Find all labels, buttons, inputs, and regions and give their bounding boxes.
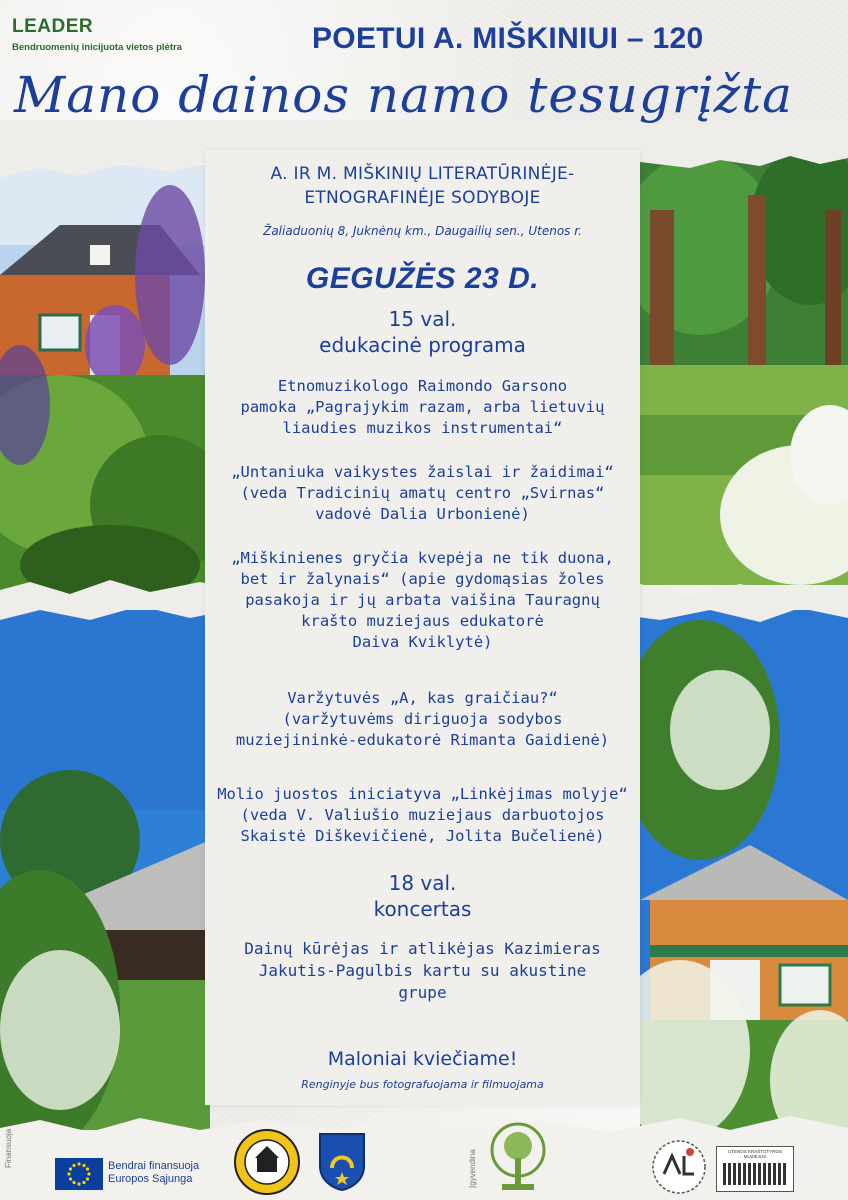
museum-logo-pattern: [723, 1163, 787, 1185]
program-item-line: Varžytuvės „A, kas graičiau?“: [287, 689, 558, 707]
leader-title: LEADER: [12, 16, 94, 37]
program-item-line: Daiva Kviklytė): [352, 633, 493, 651]
program-item-line: „Untaniuka vaikystes žaislai ir žaidimai“: [231, 463, 614, 481]
concert-label: koncertas: [373, 897, 472, 921]
footer-logos: [0, 1120, 848, 1200]
venue-address: Žaliaduonių 8, Juknėnų km., Daugailių sen., Utenos r.: [263, 224, 582, 238]
program-item-line: muziejininkė-edukatorė Rimanta Gaidienė): [235, 731, 610, 749]
museum-circle-logo-icon: [650, 1138, 708, 1196]
eu-line-2: Europos Sąjunga: [108, 1173, 193, 1185]
concert-line: grupe: [398, 983, 447, 1002]
program-item-line: pamoka „Pagrajykim razam, arba lietuvių: [240, 398, 605, 416]
program-item-line: Skaistė Diškevičienė, Jolita Bučelienė): [240, 827, 605, 845]
concert-line: Dainų kūrėjas ir atlikėjas Kazimieras: [244, 939, 601, 958]
program-item-line: „Miškinienes gryčia kvepėja ne tik duona,: [231, 549, 614, 567]
program-item-2: [205, 462, 640, 525]
program-item-line: Molio juostos iniciatyva „Linkėjimas molyje“: [217, 785, 628, 803]
museum-logo-label: UTENOS KRAŠTOTYROS MUZIEJUS: [728, 1149, 782, 1159]
program-label: edukacinė programa: [319, 333, 526, 357]
concert-line: Jakutis-Pagulbis kartu su akustine: [258, 961, 587, 980]
funded-label: Finansuoja: [4, 1128, 13, 1168]
poster-title: POETUI A. MIŠKINIUI – 120: [312, 22, 704, 55]
program-item-line: (veda V. Valiušio muziejaus darbuotojos: [240, 806, 605, 824]
implements-label: Įgyvendina: [468, 1149, 477, 1188]
eu-flag-icon: [55, 1158, 103, 1190]
program-item-line: krašto muziejaus edukatorė: [301, 612, 544, 630]
local-action-group-seal-icon: [233, 1128, 301, 1196]
utena-museum-logo: [716, 1146, 794, 1192]
photo-barn-sky: [0, 610, 210, 1130]
leader-subtitle: Bendruomenių inicijuota vietos plėtra: [12, 42, 182, 53]
filming-notice: Renginyje bus fotografuojama ir filmuojama: [301, 1078, 544, 1091]
program-item-line: bet ir žalynais“ (apie gydomąsias žoles: [240, 570, 605, 588]
photo-wooden-sculptures: [640, 155, 848, 585]
program-item-line: pasakoja ir jų arbata vaišina Tauragnų: [245, 591, 600, 609]
eu-cofunding-text: [108, 1160, 199, 1186]
tree-emblem-icon: [490, 1122, 546, 1194]
photo-house-jasmine: [640, 610, 848, 1130]
program-item-line: Etnomuzikologo Raimondo Garsono: [277, 377, 568, 395]
program-item-3: [205, 548, 640, 653]
concert-time: 18 val.: [388, 871, 457, 895]
leader-logo: [12, 16, 182, 53]
program-item-1: [205, 376, 640, 439]
program-item-4: [205, 688, 640, 751]
municipality-coat-of-arms-icon: [318, 1132, 366, 1192]
program-item-5: [205, 784, 640, 847]
program-item-line: (varžytuvėms diriguoja sodybos: [282, 710, 563, 728]
venue-line-2: ETNOGRAFINĖJE SODYBOJE: [304, 188, 541, 208]
concert-description: [205, 938, 640, 1004]
poster-subtitle-script: Mano dainos namo tesugrįžta: [14, 66, 793, 124]
invitation-text: Maloniai kviečiame!: [327, 1048, 518, 1070]
program-start-time: 15 val.: [388, 307, 457, 331]
program-item-line: vadovė Dalia Urbonienė): [315, 505, 530, 523]
eu-line-1: Bendrai finansuoja: [108, 1160, 200, 1172]
photo-house-lilacs: [0, 165, 210, 595]
event-date: GEGUŽĖS 23 D.: [305, 262, 540, 295]
program-item-line: (veda Tradicinių amatų centro „Svirnas“: [240, 484, 605, 502]
program-item-line: liaudies muzikos instrumentai“: [282, 419, 563, 437]
venue-line-1: A. IR M. MIŠKINIŲ LITERATŪRINĖJE-: [270, 164, 575, 184]
venue-name: [205, 162, 640, 210]
